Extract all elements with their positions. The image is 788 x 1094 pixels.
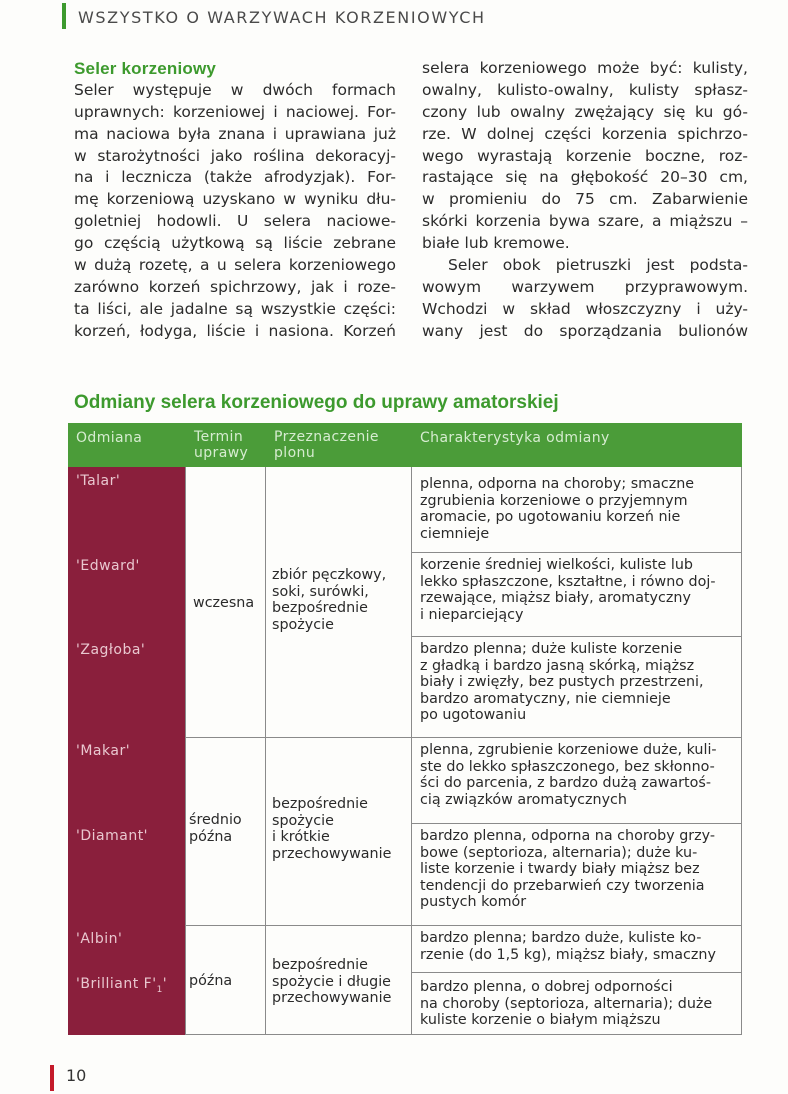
text-line: korzeń, łodyga, liście i nasiona. Korzeń (74, 321, 396, 340)
cell-line: i krótkie (272, 829, 330, 846)
cell-line: spożycie (272, 616, 334, 633)
header-purpose (274, 429, 379, 461)
text-line-content: Seler obok pietruszki jest podsta- (448, 256, 748, 275)
purpose-cell-late (272, 957, 391, 1007)
section-title: Seler korzeniowy (74, 59, 217, 78)
row-divider (185, 737, 742, 738)
cell-line: bardzo plenna; bardzo duże, kuliste ko- (420, 930, 702, 946)
description-cell (420, 557, 716, 623)
cell-line: z gładką i bardzo jasną skórką, miąższ (420, 657, 695, 674)
header-term-line: uprawy (194, 445, 249, 461)
cell-line: zgrubienia korzeniowe o przyjemnym (420, 492, 688, 509)
description-cell (420, 979, 712, 1029)
text-line: rastające się na głębokość 20–30 cm, (422, 168, 748, 187)
header-purpose-line: plonu (274, 445, 316, 461)
cell-line: zbiór pęczkowy, (272, 567, 387, 583)
cell-line: ciemnieje (420, 525, 490, 542)
cell-line: bowe (septorioza, alternaria); duże ku- (420, 844, 698, 861)
cell-line: bardzo plenna; duże kuliste korzenie (420, 641, 683, 657)
text-line: w dużą rozetę, a u selera korzeniowego (74, 256, 396, 275)
text-line: wany jest do sporządzania bulionów (422, 321, 748, 340)
cell-line: rzenie (do 1,5 kg), miąższ biały, smaczny (420, 946, 716, 963)
cell-line: ste do lekko spłaszczonego, bez skłonno- (420, 758, 715, 775)
cell-line: aromacie, po ugotowaniu korzeń nie (420, 509, 681, 526)
header-accent-bar (62, 3, 66, 29)
text-line-indented (422, 255, 748, 277)
text-line: rze. W dolnej części korzenia spichrzo- (422, 124, 748, 143)
variety-name-text: 'Brilliant F' (76, 976, 157, 992)
purpose-cell-mid (272, 796, 391, 862)
cell-line: korzenie średniej wielkości, kuliste lub (420, 557, 693, 573)
column-divider (185, 467, 186, 1035)
description-cell (420, 641, 704, 724)
text-line: ma naciowa była znana i uprawiana już (74, 124, 396, 143)
cell-line: pustych komór (420, 894, 527, 911)
text-line: wowym warzywem przyprawowym. (422, 277, 748, 296)
row-divider (411, 823, 742, 824)
cell-line: spożycie i długie (272, 973, 391, 990)
cell-line: po ugotowaniu (420, 707, 527, 724)
table-title: Odmiany selera korzeniowego do uprawy amatorskiej (74, 392, 559, 413)
cell-line: kuliste korzenie o białym miąższu (420, 1012, 661, 1029)
variety-name: 'Diamant' (76, 828, 149, 844)
header-variety: Odmiana (76, 430, 143, 446)
row-divider (411, 636, 742, 637)
cell-line: późna (189, 828, 233, 845)
table-header-row (68, 423, 742, 467)
text-line: na i lecznicza (także afrodyzjak). For- (74, 168, 396, 187)
cell-line: lekko spłaszczone, kształtne, i równo doj- (420, 573, 716, 590)
row-divider (411, 972, 742, 973)
text-line: goletniej hodowli. U selera naciowe- (74, 212, 396, 231)
header-term (194, 429, 248, 461)
purpose-cell-early (272, 567, 386, 633)
variety-name: 'Edward' (76, 558, 140, 574)
cell-line: rzewające, miąższ biały, aromatyczny (420, 590, 691, 607)
cell-line: liste korzenie i twardy biały miąższ bez (420, 861, 700, 878)
header-purpose-line: Przeznaczenie (274, 429, 379, 445)
text-line: wego wyrastają korzenie boczne, roz- (422, 146, 748, 165)
text-line: w promieniu do 75 cm. Zabarwienie (422, 190, 748, 209)
text-line: selera korzeniowego może być: kulisty, (422, 59, 748, 77)
text-line: Seler występuje w dwóch formach (74, 80, 396, 99)
page-number: 10 (66, 1066, 87, 1085)
description-cell (420, 742, 717, 808)
page-number-bar (50, 1065, 54, 1091)
row-divider (411, 552, 742, 553)
text-line: mę korzeniową uzyskano w wyniku dłu- (74, 190, 396, 209)
row-divider (185, 925, 742, 926)
cell-line: bardzo plenna, odporna na choroby grzy- (420, 828, 716, 844)
cell-line: tendencji do przebarwień czy tworzenia (420, 877, 705, 894)
text-line: białe lub kremowe. (422, 234, 570, 253)
cell-line: plenna, odporna na choroby; smaczne (420, 476, 695, 492)
header-term-line: Termin (194, 429, 244, 445)
cell-line: średnio (189, 812, 242, 828)
variety-name: 'Albin' (76, 931, 123, 947)
variety-name-brilliant (76, 976, 167, 995)
cell-line: przechowywanie (272, 845, 392, 862)
text-line: ta liści, ale jadalne są wszystkie części: (74, 299, 396, 318)
cell-line: późna (189, 973, 233, 989)
variety-name: 'Makar' (76, 743, 131, 759)
article-left-column (74, 58, 396, 343)
cell-line: plenna, zgrubienie korzeniowe duże, kuli- (420, 742, 717, 758)
text-line: skórki korzenia bywa szare, a miąższu – (422, 212, 748, 231)
variety-subscript: 1 (156, 984, 163, 995)
description-cell (420, 476, 694, 542)
cell-line: bardzo aromatyczny, nie ciemnieje (420, 690, 671, 707)
cell-line: przechowywanie (272, 990, 392, 1007)
cell-line: bezpośrednie (272, 600, 368, 617)
column-divider (265, 467, 266, 1035)
cell-line: i nieparciejący (420, 606, 524, 623)
running-header: WSZYSTKO O WARZYWACH KORZENIOWYCH (78, 8, 486, 27)
cell-line: bardzo plenna, o dobrej odporności (420, 979, 673, 995)
cell-line: cią związków aromatycznych (420, 791, 627, 808)
description-cell (420, 930, 716, 963)
cell-line: na choroby (septorioza, alternaria); duże (420, 995, 713, 1012)
cell-line: biały i zwięzły, bez pustych przestrzeni, (420, 674, 704, 691)
text-line: go częścią użytkową są liście zebrane (74, 234, 396, 253)
variety-name: 'Talar' (76, 473, 121, 489)
text-line: w starożytności jako roślina dekoracyj- (74, 146, 396, 165)
text-line: uprawnych: korzeniowej i naciowej. For- (74, 102, 396, 121)
cell-line: ści do parcenia, z bardzo dużą zawartoś- (420, 775, 712, 792)
cell-line: spożycie (272, 812, 334, 829)
text-line: czony lub owalny zwężający się ku gó- (422, 102, 748, 121)
text-line: owalny, kulisto-owalny, kulisty spłasz- (422, 80, 748, 99)
cell-line: soki, surówki, (272, 583, 369, 600)
term-cell-late (189, 973, 232, 990)
variety-name: 'Zagłoba' (76, 642, 146, 658)
varieties-table (68, 423, 742, 1035)
row-divider (185, 1034, 742, 1035)
variety-name-close: ' (162, 976, 168, 992)
text-line: zarówno korzeń spichrzowy, jak i roze- (74, 277, 396, 296)
cell-line: wczesna (193, 595, 255, 611)
text-line: Wchodzi w skład włoszczyzny i uży- (422, 299, 748, 318)
article-right-column (422, 58, 748, 343)
description-cell (420, 828, 715, 911)
variety-column (68, 467, 185, 1035)
header-description: Charakterystyka odmiany (420, 430, 610, 446)
term-cell-early (193, 595, 254, 612)
cell-line: bezpośrednie (272, 796, 368, 812)
cell-line: bezpośrednie (272, 957, 368, 973)
term-cell-mid (189, 812, 242, 845)
